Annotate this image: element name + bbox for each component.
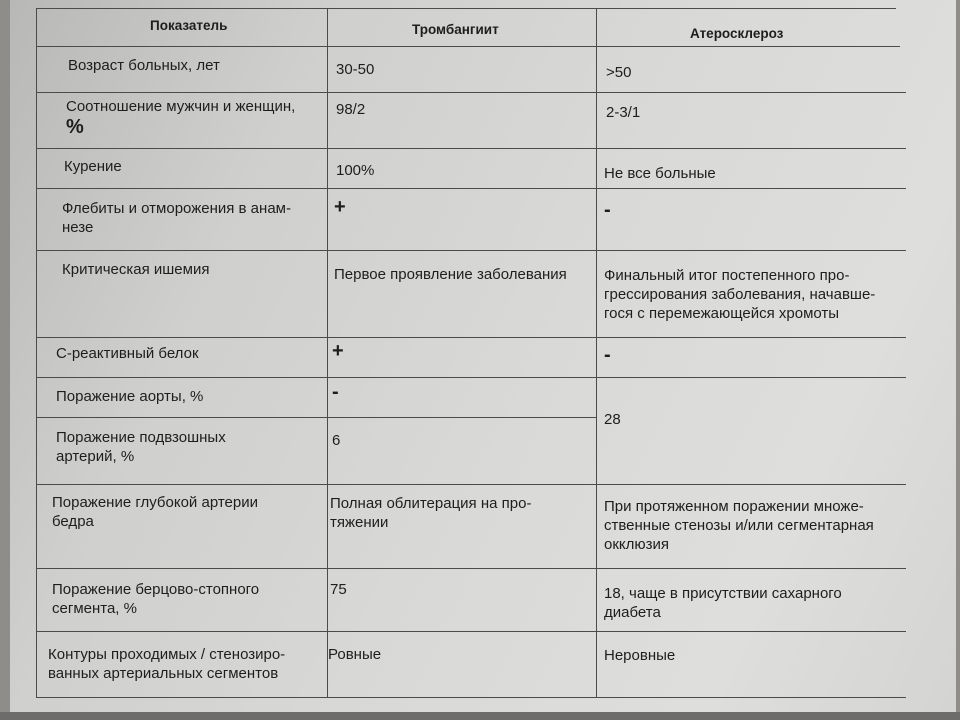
thrombangiitis-cell: 100% [336,162,375,179]
table-column-rule [36,8,37,697]
indicator-cell: незе [62,219,94,236]
table-rule [36,568,906,569]
screen-bottom-edge [0,712,960,720]
atherosclerosis-cell: гося с перемежающейся хромоты [604,305,840,322]
thrombangiitis-cell: 75 [330,581,347,598]
thrombangiitis-cell: Ровные [328,646,382,663]
thrombangiitis-cell: тяжении [330,514,389,531]
atherosclerosis-merged-value: 28 [604,411,621,428]
table-rule [36,92,906,93]
atherosclerosis-cell: При протяженном поражении множе- [604,498,864,515]
atherosclerosis-cell: окклюзия [604,536,670,553]
atherosclerosis-mark: - [604,344,611,366]
atherosclerosis-cell: Не все больные [604,165,716,182]
indicator-cell: Возраст больных, лет [68,57,220,74]
table-rule [36,188,906,189]
table-rule [36,148,906,149]
table-column-rule [327,8,328,697]
indicator-cell: Соотношение мужчин и женщин, [66,98,296,115]
header-thrombangiitis: Тромбангиит [412,22,499,37]
atherosclerosis-cell: 18, чаще в присутствии сахарного [604,585,842,602]
indicator-cell: С-реактивный белок [56,345,199,362]
atherosclerosis-cell: 2-3/1 [606,104,641,121]
table-rule [36,250,906,251]
table-rule [36,46,900,47]
indicator-cell: бедра [52,513,94,530]
indicator-cell: Курение [64,158,122,175]
table-rule [36,8,896,9]
atherosclerosis-cell: грессирования заболевания, начавше- [604,286,876,303]
indicator-cell: Флебиты и отморожения в анам- [62,200,291,217]
atherosclerosis-cell: >50 [606,64,632,81]
thrombangiitis-mark: + [334,196,346,218]
thrombangiitis-cell: Первое проявление заболевания [334,266,567,283]
thrombangiitis-cell: 6 [332,432,341,449]
indicator-cell: Контуры проходимых / стенозиро- [48,646,286,663]
indicator-cell: артерий, % [56,448,135,465]
table-rule [36,697,906,698]
indicator-cell: Поражение глубокой артерии [52,494,258,511]
atherosclerosis-cell: Неровные [604,647,676,664]
table-rule [36,631,906,632]
indicator-cell: Поражение подвзошных [56,429,226,446]
thrombangiitis-cell: 30-50 [336,61,375,78]
atherosclerosis-cell: диабета [604,604,661,621]
indicator-cell: Поражение аорты, % [56,388,204,405]
thrombangiitis-mark: - [332,381,339,403]
thrombangiitis-cell: 98/2 [336,101,366,118]
thrombangiitis-cell: Полная облитерация на про- [330,495,532,512]
header-atherosclerosis: Атеросклероз [690,26,784,41]
indicator-cell: Критическая ишемия [62,261,210,278]
indicator-cell: Поражение берцово-стопного [52,581,260,598]
table-rule [36,377,906,378]
indicator-cell: ванных артериальных сегментов [48,665,279,682]
indicator-cell: сегмента, % [52,600,137,617]
atherosclerosis-mark: - [604,199,611,221]
table-column-rule [596,8,597,697]
indicator-cell: % [66,116,84,138]
thrombangiitis-mark: + [332,340,344,362]
header-indicator: Показатель [150,18,228,33]
atherosclerosis-cell: Финальный итог постепенного про- [604,267,850,284]
table-rule [36,417,596,418]
atherosclerosis-cell: ственные стенозы и/или сегментарная [604,517,874,534]
table-rule [36,337,906,338]
table-rule [36,484,906,485]
